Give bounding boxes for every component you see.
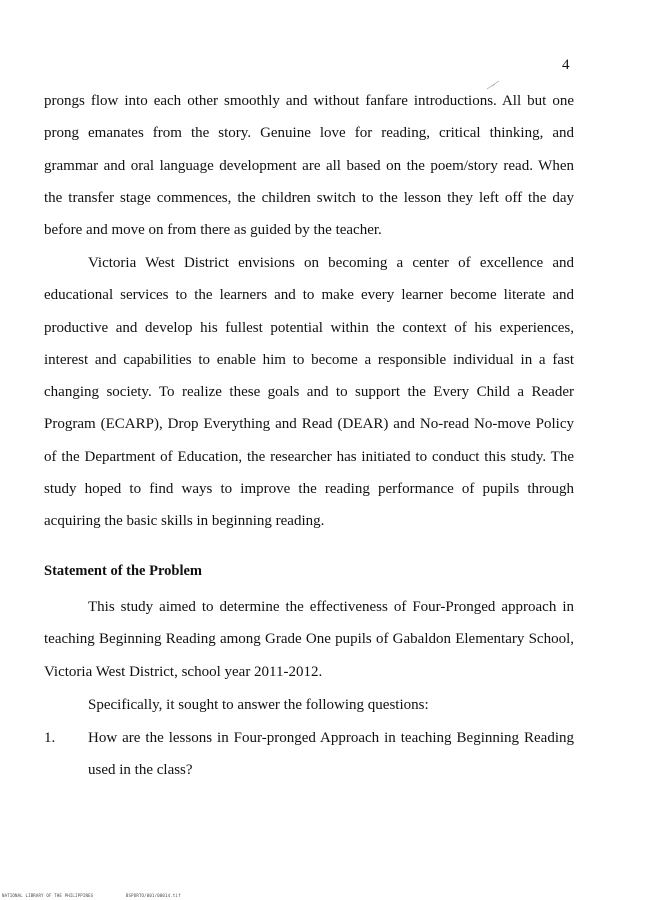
question-list-item	[44, 722, 574, 787]
section-lead-in: Specifically, it sought to answer the following questions:	[88, 697, 429, 713]
body-paragraph: prongs flow into each other smoothly and without fanfare introductions. All but one prong emanates from the story. Genuine love for reading, critical thinking, and grammar and oral language development are all based on the poem/story read. When the transfer stage commences, the children switch to the lesson they left off the day before and move on from there as guided by the teacher.	[44, 93, 574, 239]
section-heading: Statement of the Problem	[44, 563, 202, 579]
scan-footer	[2, 893, 211, 898]
file-id-label: BSPORTO/001/00014.tif	[125, 893, 181, 898]
question-number: 1.	[44, 730, 56, 746]
question-text: How are the lessons in Four-pronged Approach in teaching Beginning Reading used in the class?	[88, 730, 574, 779]
library-label: NATIONAL LIBRARY OF THE PHILIPPINES	[2, 893, 94, 898]
page-number: 4	[562, 57, 570, 73]
section-intro-paragraph: This study aimed to determine the effectiveness of Four-Pronged approach in teaching Beginning Reading among Grade One pupils of Gabaldon Elementary School, Victoria West District, school year 2011-2012.	[44, 599, 574, 680]
body-paragraph: Victoria West District envisions on becoming a center of excellence and educational services to the learners and to make every learner become literate and productive and develop his fullest potential within the context of his experiences, interest and capabilities to enable him to become a responsible individual in a fast changing society. To realize these goals and to support the Every Child a Reader Program (ECARP), Drop Everything and Read (DEAR) and No-read No-move Policy of the Department of Education, the researcher has initiated to conduct this study. The study hoped to find ways to improve the reading performance of pupils through acquiring the basic skills in beginning reading.	[44, 255, 574, 530]
